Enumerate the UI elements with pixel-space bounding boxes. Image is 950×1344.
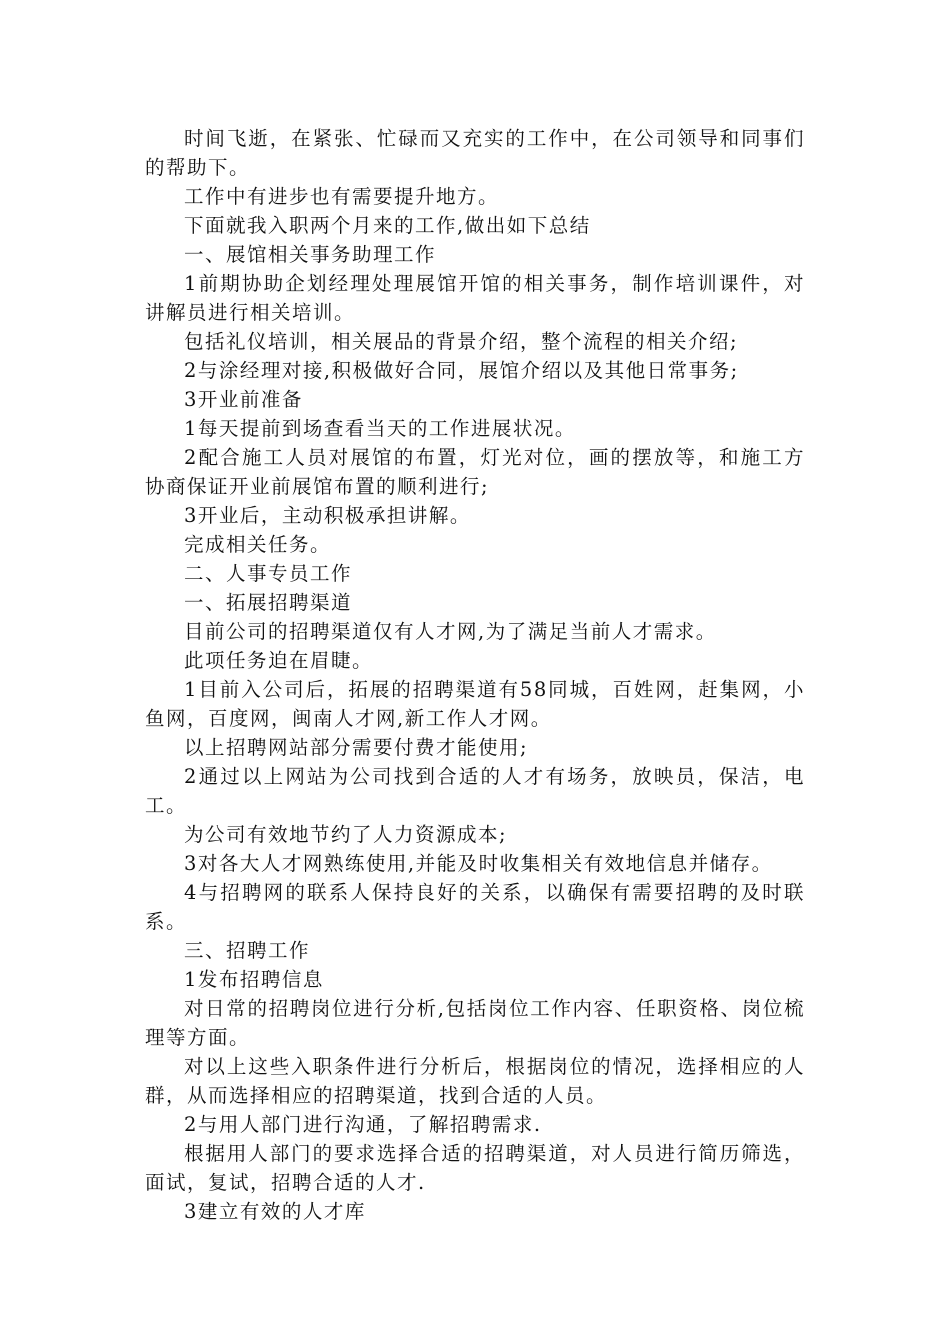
paragraph: 4与招聘网的联系人保持良好的关系，以确保有需要招聘的及时联系。 [145, 881, 805, 933]
paragraph: 2与用人部门进行沟通，了解招聘需求. [184, 1113, 542, 1136]
paragraph: 1前期协助企划经理处理展馆开馆的相关事务，制作培训课件，对讲解员进行相关培训。 [145, 272, 805, 324]
paragraph: 根据用人部门的要求选择合适的招聘渠道，对人员进行简历筛选，面试，复试，招聘合适的人才. [145, 1142, 805, 1194]
paragraph: 3对各大人才网熟练使用,并能及时收集相关有效地信息并储存。 [184, 852, 773, 875]
paragraph: 2与涂经理对接,积极做好合同，展馆介绍以及其他日常事务; [184, 359, 739, 382]
paragraph: 2通过以上网站为公司找到合适的人才有场务，放映员，保洁，电工。 [145, 765, 805, 817]
paragraph: 完成相关任务。 [184, 533, 332, 556]
paragraph: 2配合施工人员对展馆的布置，灯光对位，画的摆放等，和施工方协商保证开业前展馆布置的顺利进行; [145, 446, 805, 498]
paragraph: 目前公司的招聘渠道仅有人才网,为了满足当前人才需求。 [184, 620, 717, 643]
section-heading: 三、招聘工作 [184, 939, 311, 962]
paragraph: 1目前入公司后，拓展的招聘渠道有58同城，百姓网，赶集网，小鱼网，百度网，闽南人才网,新工作人才网。 [145, 678, 805, 730]
paragraph: 3开业后，主动积极承担讲解。 [184, 504, 471, 527]
section-heading: 一、展馆相关事务助理工作 [184, 243, 437, 266]
paragraph: 1发布招聘信息 [184, 968, 324, 991]
paragraph: 时间飞逝，在紧张、忙碌而又充实的工作中，在公司领导和同事们的帮助下。 [145, 127, 805, 179]
section-heading: 二、人事专员工作 [184, 562, 353, 585]
paragraph: 为公司有效地节约了人力资源成本; [184, 823, 508, 846]
paragraph: 3建立有效的人才库 [184, 1200, 366, 1223]
paragraph: 对日常的招聘岗位进行分析,包括岗位工作内容、任职资格、岗位梳理等方面。 [145, 997, 805, 1049]
paragraph: 包括礼仪培训，相关展品的背景介绍，整个流程的相关介绍; [184, 330, 739, 353]
paragraph: 工作中有进步也有需要提升地方。 [184, 185, 500, 208]
paragraph: 此项任务迫在眉睫。 [184, 649, 374, 672]
paragraph: 对以上这些入职条件进行分析后，根据岗位的情况，选择相应的人群，从而选择相应的招聘渠道，找到合适的人员。 [145, 1055, 805, 1107]
subsection-heading: 一、拓展招聘渠道 [184, 591, 353, 614]
paragraph: 1每天提前到场查看当天的工作进展状况。 [184, 417, 576, 440]
paragraph: 下面就我入职两个月来的工作,做出如下总结 [184, 214, 591, 237]
paragraph: 以上招聘网站部分需要付费才能使用; [184, 736, 529, 759]
document-body [145, 124, 805, 1226]
paragraph: 3开业前准备 [184, 388, 303, 411]
